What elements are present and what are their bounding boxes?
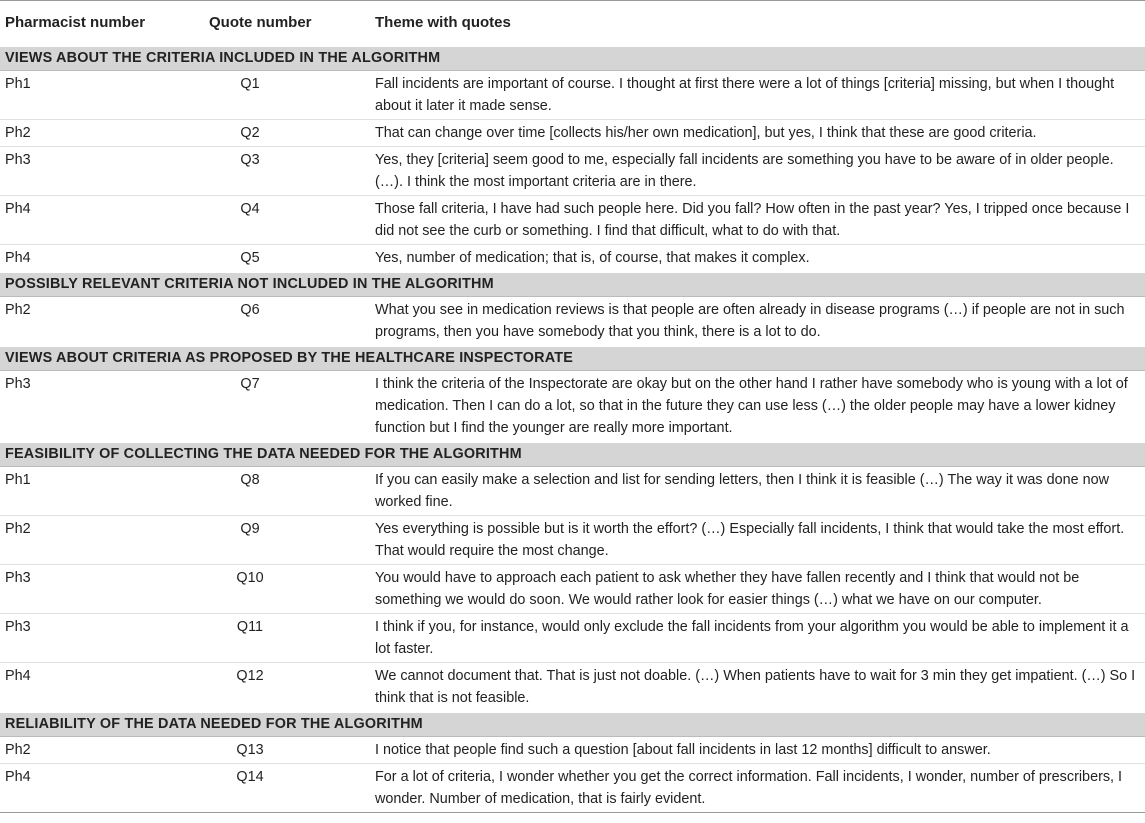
quote-number-cell: Q12 — [205, 662, 371, 712]
section-header-row — [0, 272, 1145, 297]
quote-number-cell: Q13 — [205, 736, 371, 763]
section-title: POSSIBLY RELEVANT CRITERIA NOT INCLUDED IN THE ALGORITHM — [0, 272, 1145, 297]
quote-text-cell: Fall incidents are important of course. I thought at first there were a lot of things [criteria] missing, but when I thought about it later it made sense. — [371, 70, 1145, 119]
table-row — [0, 736, 1145, 763]
quote-text-cell: If you can easily make a selection and list for sending letters, then I think it is feasible (…) The way it was done now worked fine. — [371, 466, 1145, 515]
table-row — [0, 119, 1145, 146]
pharmacist-number-cell: Ph2 — [0, 296, 205, 346]
table-body — [0, 46, 1145, 813]
section-header-row — [0, 712, 1145, 737]
quote-text-cell: What you see in medication reviews is that people are often already in disease programs (…) if people are not in such programs, then you have somebody that you think, there is a lot to do. — [371, 296, 1145, 346]
quote-number-cell: Q9 — [205, 515, 371, 564]
table-row — [0, 296, 1145, 346]
pharmacist-number-cell: Ph4 — [0, 763, 205, 812]
quote-text-cell: That can change over time [collects his/her own medication], but yes, I think that these are good criteria. — [371, 119, 1145, 146]
quote-number-cell: Q14 — [205, 763, 371, 812]
table-row — [0, 564, 1145, 613]
section-title: VIEWS ABOUT THE CRITERIA INCLUDED IN THE ALGORITHM — [0, 46, 1145, 71]
section-header-row — [0, 346, 1145, 371]
pharmacist-number-cell: Ph3 — [0, 613, 205, 662]
section-title: RELIABILITY OF THE DATA NEEDED FOR THE ALGORITHM — [0, 712, 1145, 737]
quote-number-cell: Q1 — [205, 70, 371, 119]
quote-text-cell: For a lot of criteria, I wonder whether you get the correct information. Fall incidents, I wonder, number of prescribers, I wonder. Number of medication, that is fairly evident. — [371, 763, 1145, 812]
table-row — [0, 515, 1145, 564]
quote-number-cell: Q10 — [205, 564, 371, 613]
table-row — [0, 662, 1145, 712]
table-row — [0, 370, 1145, 442]
pharmacist-number-cell: Ph1 — [0, 70, 205, 119]
table-row — [0, 70, 1145, 119]
pharmacist-number-cell: Ph3 — [0, 370, 205, 442]
table-row — [0, 763, 1145, 812]
header-row — [0, 1, 1145, 46]
pharmacist-number-cell: Ph2 — [0, 515, 205, 564]
quote-text-cell: Yes, they [criteria] seem good to me, especially fall incidents are something you have to be aware of in older people. (…). I think the most important criteria are in there. — [371, 146, 1145, 195]
table-row — [0, 146, 1145, 195]
quote-number-cell: Q8 — [205, 466, 371, 515]
table-row — [0, 613, 1145, 662]
pharmacist-number-cell: Ph2 — [0, 736, 205, 763]
quote-number-cell: Q11 — [205, 613, 371, 662]
header-quote-number: Quote number — [205, 1, 371, 46]
quote-number-cell: Q4 — [205, 195, 371, 244]
section-header-row — [0, 442, 1145, 467]
quote-text-cell: Yes, number of medication; that is, of course, that makes it complex. — [371, 244, 1145, 272]
pharmacist-number-cell: Ph3 — [0, 564, 205, 613]
pharmacist-number-cell: Ph2 — [0, 119, 205, 146]
pharmacist-number-cell: Ph4 — [0, 195, 205, 244]
pharmacist-number-cell: Ph4 — [0, 662, 205, 712]
table-row — [0, 466, 1145, 515]
quote-number-cell: Q7 — [205, 370, 371, 442]
section-title: FEASIBILITY OF COLLECTING THE DATA NEEDED FOR THE ALGORITHM — [0, 442, 1145, 467]
pharmacist-number-cell: Ph3 — [0, 146, 205, 195]
quote-text-cell: You would have to approach each patient to ask whether they have fallen recently and I think that would not be something we would do soon. We would rather look for easier things (…) what we have on our computer. — [371, 564, 1145, 613]
quote-text-cell: I think the criteria of the Inspectorate are okay but on the other hand I rather have somebody who is young with a lot of medication. Then I can do a lot, so that in the future they can use less (…) the older people may have a lower kidney function but I find the younger are really more important. — [371, 370, 1145, 442]
pharmacist-number-cell: Ph4 — [0, 244, 205, 272]
table-row — [0, 244, 1145, 272]
pharmacist-number-cell: Ph1 — [0, 466, 205, 515]
quote-number-cell: Q5 — [205, 244, 371, 272]
quote-text-cell: I notice that people find such a question [about fall incidents in last 12 months] difficult to answer. — [371, 736, 1145, 763]
section-title: VIEWS ABOUT CRITERIA AS PROPOSED BY THE HEALTHCARE INSPECTORATE — [0, 346, 1145, 371]
quote-number-cell: Q6 — [205, 296, 371, 346]
table-row — [0, 195, 1145, 244]
quote-text-cell: I think if you, for instance, would only exclude the fall incidents from your algorithm you would be able to implement it a lot faster. — [371, 613, 1145, 662]
quote-number-cell: Q3 — [205, 146, 371, 195]
header-pharmacist-number: Pharmacist number — [0, 1, 205, 46]
header-theme-with-quotes: Theme with quotes — [371, 1, 1145, 46]
quote-text-cell: Yes everything is possible but is it worth the effort? (…) Especially fall incidents, I think that would take the most effort. That would require the most change. — [371, 515, 1145, 564]
quote-text-cell: We cannot document that. That is just not doable. (…) When patients have to wait for 3 min they get impatient. (…) So I think that is not feasible. — [371, 662, 1145, 712]
quote-text-cell: Those fall criteria, I have had such people here. Did you fall? How often in the past year? Yes, I tripped once because I did not see the curb or something. I find that difficult, what to do with that. — [371, 195, 1145, 244]
section-header-row — [0, 46, 1145, 71]
quote-number-cell: Q2 — [205, 119, 371, 146]
